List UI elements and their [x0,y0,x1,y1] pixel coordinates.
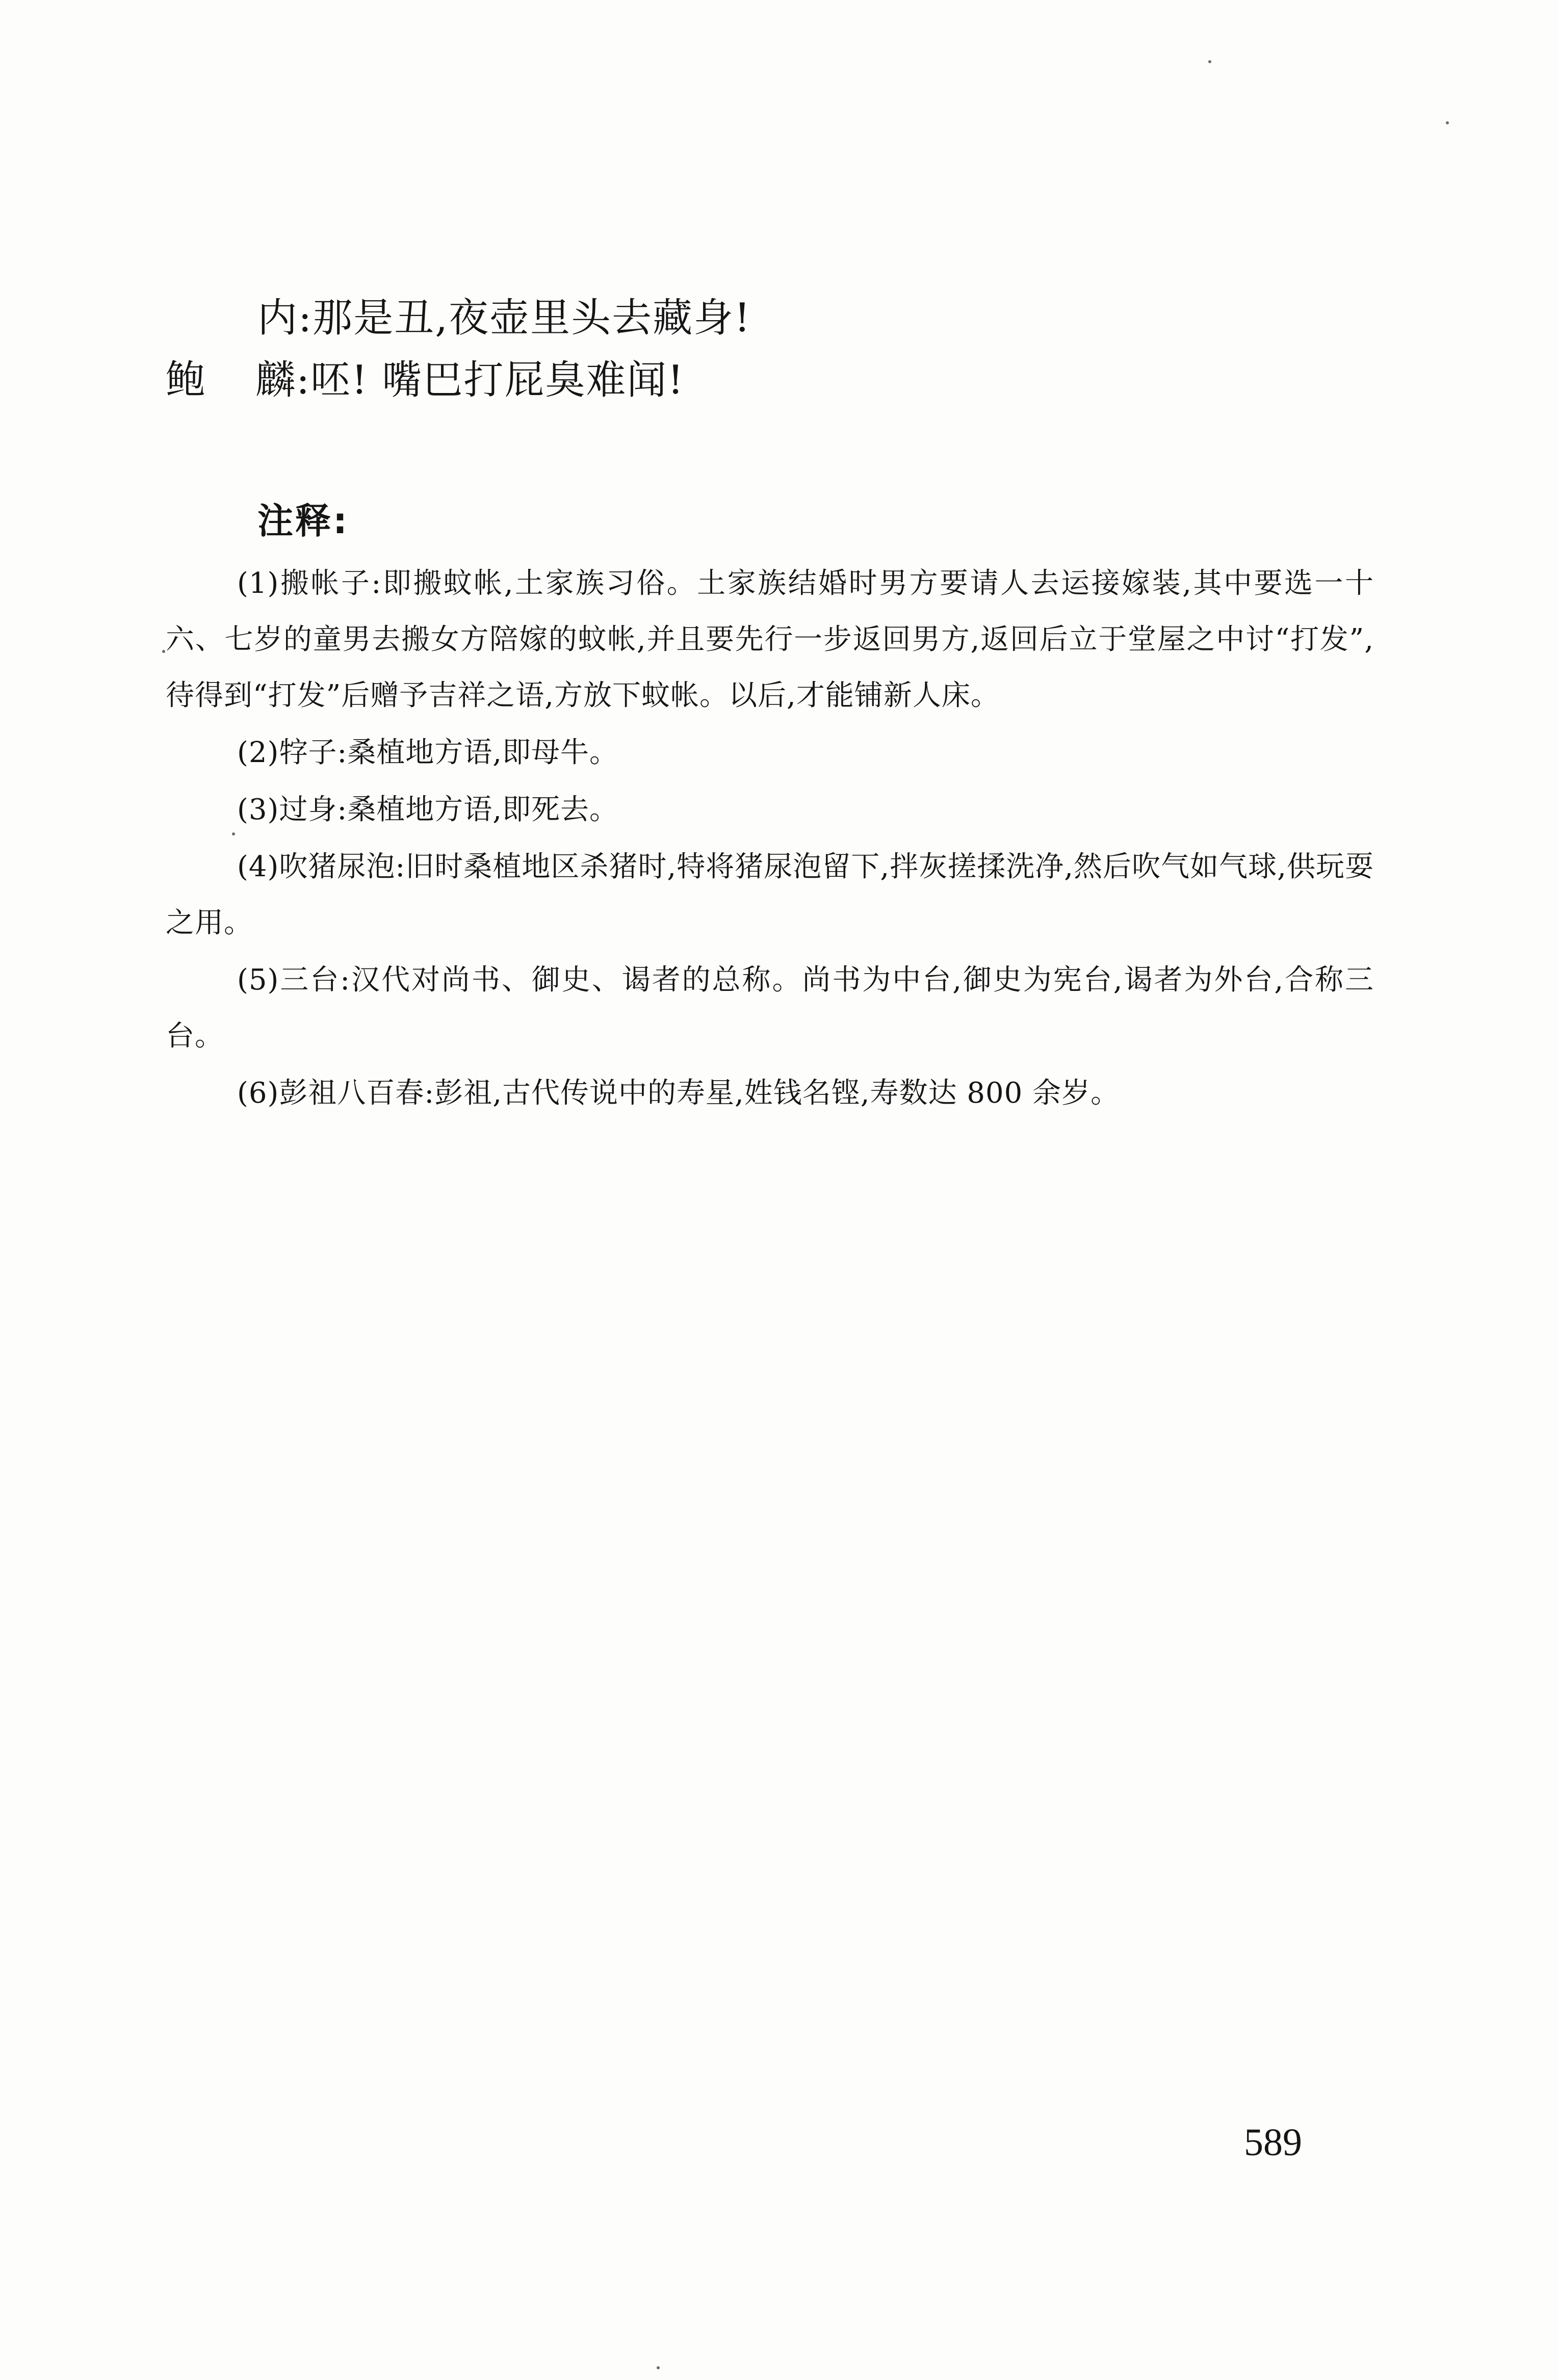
scan-speck [657,2366,660,2369]
note-item: (2)牸子:桑植地方语,即母牛。 [237,736,618,769]
speaker-name-second: 麟 [255,357,297,403]
notes-list [166,556,1374,1122]
note-item: (5)三台:汉代对尚书、御史、谒者的总称。尚书为中台,御史为宪台,谒者为外台,合称三台。 [166,963,1374,1053]
speaker-name-first: 鲍 [166,357,207,403]
dialogue-line [257,295,751,343]
note-item: (4)吹猪尿泡:旧时桑植地区杀猪时,特将猪尿泡留下,拌灰搓揉洗净,然后吹气如气球,供玩耍之用。 [166,850,1374,939]
scan-speck [1446,121,1449,124]
scan-speck [232,832,235,835]
page-number: 589 [1244,2121,1302,2164]
dialogue-text: 内:那是丑,夜壶里头去藏身! [257,295,751,341]
note-item: (1)搬帐子:即搬蚊帐,土家族习俗。土家族结婚时男方要请人去运接嫁装,其中要选一十六、七岁的童男去搬女方陪嫁的蚊帐,并且要先行一步返回男方,返回后立于堂屋之中讨“打发”,待得到“打发”后赠予吉祥之语,方放下蚊帐。以后,才能铺新人床。 [166,567,1374,712]
note-item: (3)过身:桑植地方语,即死去。 [237,793,618,826]
scan-speck [162,650,165,653]
dialogue-line [166,357,685,405]
notes-heading: 注释: [257,500,349,542]
scan-speck [1208,60,1211,63]
dialogue-text: :呸! 嘴巴打屁臭难闻! [296,357,685,403]
note-item: (6)彭祖八百春:彭祖,古代传说中的寿星,姓钱名铿,寿数达 800 余岁。 [237,1077,1120,1110]
